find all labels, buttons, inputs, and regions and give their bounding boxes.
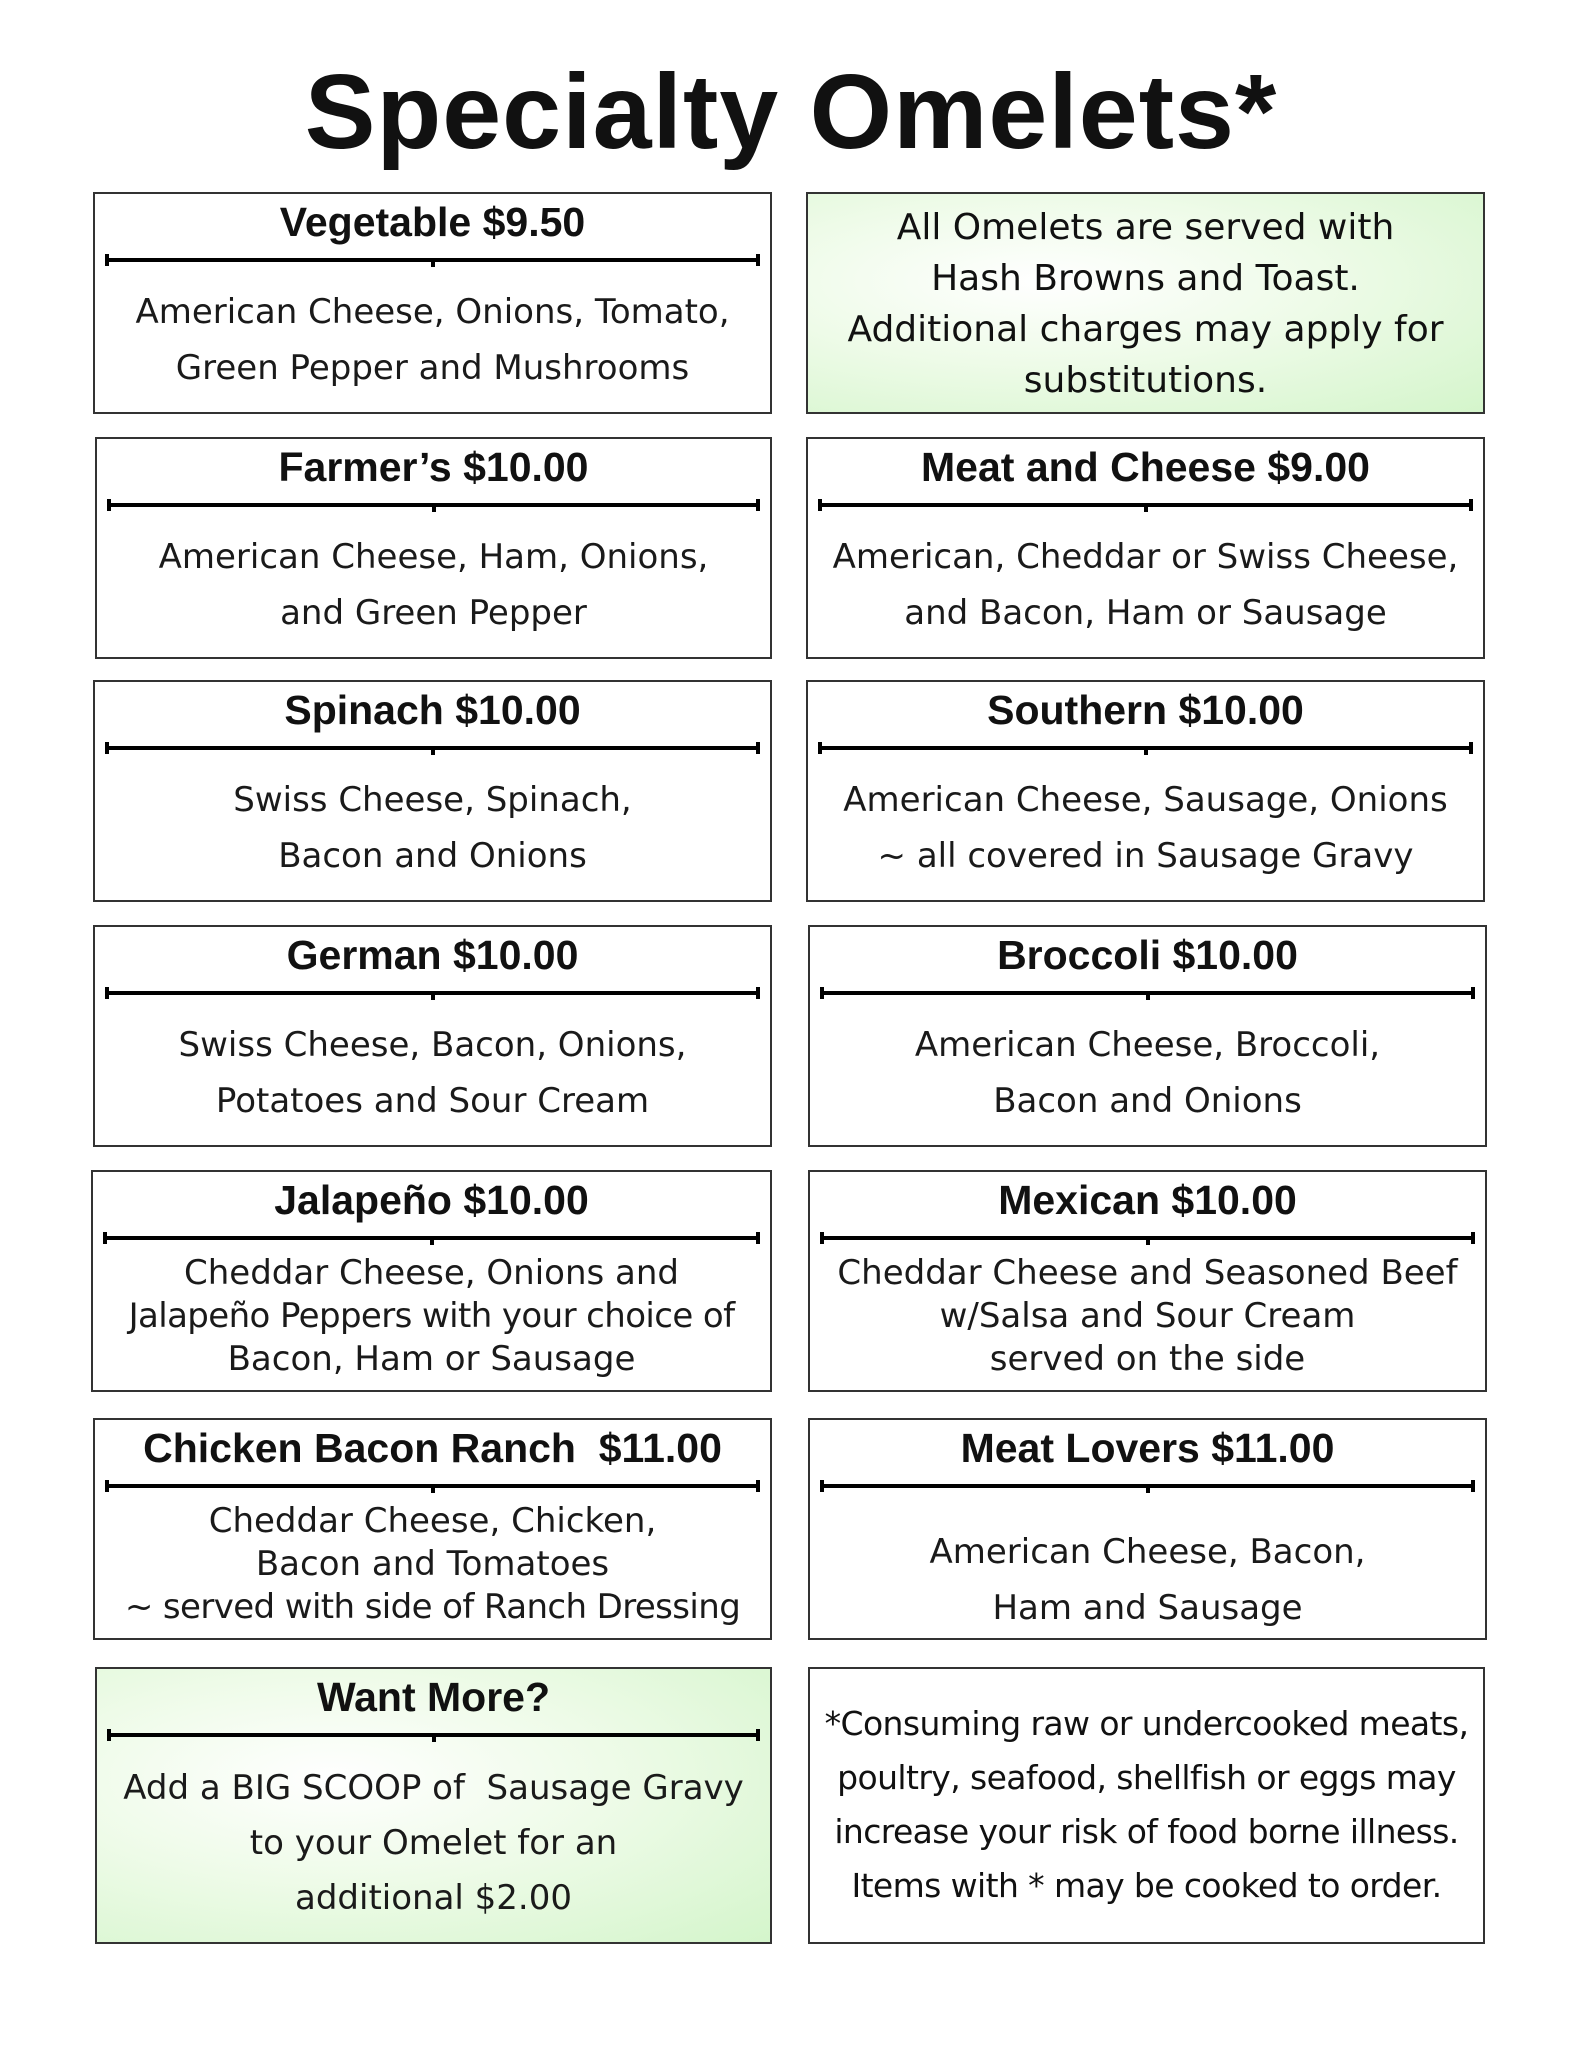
- omelet-description: [99, 1500, 766, 1629]
- omelet-card-southern: [806, 680, 1485, 902]
- omelet-card-chicken-bacon-ranch: [93, 1418, 772, 1640]
- description-line: ~ served with side of Ranch Dressing: [124, 1587, 741, 1627]
- omelet-card-german: [93, 925, 772, 1147]
- disclaimer-line: *Consuming raw or undercooked meats,: [824, 1704, 1469, 1743]
- want-more-description: [101, 1761, 766, 1926]
- omelet-title: Mexican $10.00: [998, 1177, 1297, 1223]
- omelet-title: Spinach $10.00: [284, 687, 581, 733]
- omelet-card-meat-lovers: [808, 1418, 1487, 1640]
- description-line: to your Omelet for an: [249, 1823, 618, 1863]
- info-line: substitutions.: [1023, 360, 1268, 401]
- description-line: Cheddar Cheese and Seasoned Beef: [837, 1253, 1458, 1293]
- description-line: American Cheese, Ham, Onions,: [158, 537, 709, 577]
- disclaimer-line: increase your risk of food borne illness.: [834, 1812, 1459, 1851]
- omelet-description: [99, 772, 766, 884]
- description-line: Bacon and Onions: [993, 1081, 1302, 1121]
- disclaimer-text: [814, 1697, 1479, 1913]
- omelet-card-jalapeno: [91, 1170, 772, 1392]
- description-line: and Bacon, Ham or Sausage: [904, 593, 1387, 633]
- omelet-title: Vegetable $9.50: [279, 199, 586, 245]
- description-line: American Cheese, Sausage, Onions: [843, 780, 1448, 820]
- description-line: Cheddar Cheese, Chicken,: [208, 1501, 657, 1541]
- omelet-card-broccoli: [808, 925, 1487, 1147]
- omelet-card-spinach: [93, 680, 772, 902]
- omelet-title: German $10.00: [286, 932, 579, 978]
- want-more-box: [95, 1667, 772, 1944]
- description-line: ~ all covered in Sausage Gravy: [877, 836, 1414, 876]
- omelet-description: [812, 772, 1479, 884]
- description-line: American Cheese, Onions, Tomato,: [135, 292, 730, 332]
- omelet-description: [99, 284, 766, 396]
- info-line: All Omelets are served with: [896, 207, 1395, 248]
- divider-rule: [818, 742, 1473, 754]
- divider-rule: [107, 499, 760, 511]
- description-line: Jalapeño Peppers with your choice of: [128, 1296, 735, 1336]
- info-line: Additional charges may apply for: [847, 309, 1444, 350]
- omelet-description: [812, 529, 1479, 641]
- omelet-description: [814, 1252, 1481, 1381]
- description-line: served on the side: [989, 1339, 1306, 1379]
- omelet-title: Farmer’s $10.00: [278, 444, 589, 490]
- description-line: Green Pepper and Mushrooms: [175, 348, 690, 388]
- omelet-title: Broccoli $10.00: [997, 932, 1298, 978]
- description-line: Add a BIG SCOOP of Sausage Gravy: [123, 1768, 744, 1808]
- divider-rule: [103, 1232, 760, 1244]
- omelet-description: [814, 1524, 1481, 1636]
- description-line: Cheddar Cheese, Onions and: [184, 1253, 679, 1293]
- description-line: Ham and Sausage: [992, 1588, 1303, 1628]
- divider-rule: [105, 1480, 760, 1492]
- omelet-title: Southern $10.00: [987, 687, 1304, 733]
- description-line: Swiss Cheese, Spinach,: [233, 780, 632, 820]
- omelet-title: Meat Lovers $11.00: [960, 1425, 1335, 1471]
- divider-rule: [820, 1232, 1475, 1244]
- divider-rule: [820, 987, 1475, 999]
- description-line: w/Salsa and Sour Cream: [939, 1296, 1356, 1336]
- disclaimer-line: Items with * may be cooked to order.: [851, 1866, 1442, 1905]
- omelet-description: [97, 1252, 766, 1381]
- page-title: Specialty Omelets*: [304, 53, 1278, 171]
- omelet-title: Chicken Bacon Ranch $11.00: [143, 1425, 722, 1471]
- description-line: additional $2.00: [295, 1878, 572, 1918]
- divider-rule: [105, 742, 760, 754]
- divider-rule: [105, 987, 760, 999]
- divider-rule: [820, 1480, 1475, 1492]
- description-line: and Green Pepper: [280, 593, 587, 633]
- disclaimer-line: poultry, seafood, shellfish or eggs may: [837, 1758, 1456, 1797]
- description-line: Bacon, Ham or Sausage: [227, 1339, 636, 1379]
- omelet-card-meat-and-cheese: [806, 437, 1485, 659]
- description-line: Swiss Cheese, Bacon, Onions,: [178, 1025, 687, 1065]
- omelet-card-mexican: [808, 1170, 1487, 1392]
- divider-rule: [105, 254, 760, 266]
- info-box-served-with: [806, 192, 1485, 414]
- omelet-description: [814, 1017, 1481, 1129]
- description-line: Bacon and Tomatoes: [255, 1544, 610, 1584]
- description-line: American Cheese, Bacon,: [929, 1532, 1366, 1572]
- description-line: American, Cheddar or Swiss Cheese,: [832, 537, 1459, 577]
- divider-rule: [107, 1729, 760, 1741]
- omelet-title: Meat and Cheese $9.00: [921, 444, 1370, 490]
- omelet-card-vegetable: [93, 192, 772, 414]
- info-line: Hash Browns and Toast.: [931, 258, 1360, 299]
- description-line: Potatoes and Sour Cream: [215, 1081, 650, 1121]
- omelet-description: [101, 529, 766, 641]
- food-safety-disclaimer: [808, 1667, 1485, 1944]
- omelet-title: Jalapeño $10.00: [274, 1177, 589, 1223]
- description-line: Bacon and Onions: [278, 836, 587, 876]
- omelet-card-farmers: [95, 437, 772, 659]
- description-line: American Cheese, Broccoli,: [914, 1025, 1381, 1065]
- divider-rule: [818, 499, 1473, 511]
- want-more-title: Want More?: [316, 1674, 551, 1720]
- omelet-description: [99, 1017, 766, 1129]
- info-text: [812, 202, 1479, 406]
